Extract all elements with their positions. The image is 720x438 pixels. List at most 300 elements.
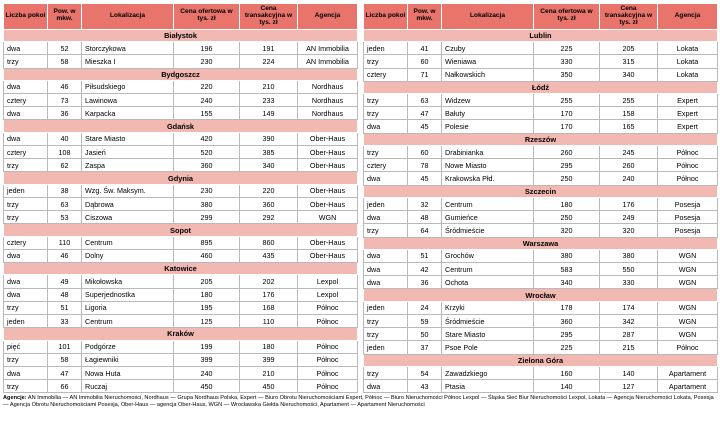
cell-area: 41 xyxy=(408,42,442,55)
cell-rooms: jeden xyxy=(364,197,408,210)
cell-area: 47 xyxy=(408,107,442,120)
city-header-row xyxy=(4,224,358,236)
cell-area: 45 xyxy=(408,120,442,133)
cell-area: 51 xyxy=(48,301,82,314)
city-header-row xyxy=(4,29,358,41)
table-row xyxy=(4,366,358,379)
city-header-row xyxy=(4,120,358,132)
cell-location: Nowe Miasto xyxy=(442,159,534,172)
city-header-row xyxy=(364,237,718,249)
cell-location: Wzg. Św. Maksym. xyxy=(82,184,174,197)
cell-transaction-price: 287 xyxy=(600,328,658,341)
city-name: Szczecin xyxy=(364,185,718,197)
cell-rooms: jeden xyxy=(4,184,48,197)
cell-transaction-price: 260 xyxy=(600,159,658,172)
cell-agency: WGN xyxy=(658,263,718,276)
cell-transaction-price: 860 xyxy=(240,236,298,249)
cell-rooms: trzy xyxy=(364,107,408,120)
cell-area: 54 xyxy=(408,366,442,379)
cell-location: Zawadzkiego xyxy=(442,366,534,379)
cell-location: Ptasia xyxy=(442,380,534,393)
cell-rooms: dwa xyxy=(4,80,48,93)
cell-location: Mieszka I xyxy=(82,55,174,68)
table-row xyxy=(4,159,358,172)
left-table-body xyxy=(4,29,358,393)
cell-asking-price: 380 xyxy=(534,249,600,262)
cell-rooms: trzy xyxy=(4,211,48,224)
table-row xyxy=(364,224,718,237)
cell-transaction-price: 176 xyxy=(600,197,658,210)
cell-location: Czuby xyxy=(442,42,534,55)
cell-location: Stare Miasto xyxy=(82,132,174,145)
cell-location: Drabinianka xyxy=(442,146,534,159)
cell-agency: Północ xyxy=(658,341,718,354)
cell-rooms: cztery xyxy=(364,68,408,81)
table-row xyxy=(364,159,718,172)
table-row xyxy=(4,353,358,366)
cell-location: Superjednostka xyxy=(82,288,174,301)
cell-area: 37 xyxy=(408,341,442,354)
cell-agency: Lokata xyxy=(658,68,718,81)
header-asking-price: Cena ofertowa w tys. zł xyxy=(174,4,240,30)
cell-agency: Północ xyxy=(298,366,358,379)
cell-rooms: dwa xyxy=(364,211,408,224)
header-area: Pow. w mkw. xyxy=(408,4,442,30)
cell-agency: Ober-Haus xyxy=(298,249,358,262)
cell-agency: AN Immobilia xyxy=(298,55,358,68)
cell-area: 62 xyxy=(48,159,82,172)
cell-agency: WGN xyxy=(658,276,718,289)
cell-location: Mikołowska xyxy=(82,275,174,288)
cell-agency: Północ xyxy=(658,172,718,185)
cell-rooms: dwa xyxy=(4,132,48,145)
table-row xyxy=(364,172,718,185)
cell-transaction-price: 174 xyxy=(600,301,658,314)
cell-transaction-price: 165 xyxy=(600,120,658,133)
cell-asking-price: 360 xyxy=(174,159,240,172)
cell-asking-price: 299 xyxy=(174,211,240,224)
table-row xyxy=(4,55,358,68)
cell-location: Dolny xyxy=(82,249,174,262)
agency-legend-text: AN Immobilia — AN Immobilia Nieruchomości, Nordhaus — Grupa Nordhaus Polska, Expert — Biuro Obrotu Nieruchomościami Expert, Północ — Biuro Nieruchomości Północ Lexpol — Śląska Sieć Biur Nieruchomości Lexpol, Lokata — Agencja Nieruchomości Lokata, Posesja — Agencja Obrotu Nieruchomościami Posesja, Ober-Haus — agencja Ober-Haus, WGN — Wrocławska Giełda Nieruchomości, Apartament — Apartament Nieruchomości xyxy=(3,395,714,409)
agency-legend xyxy=(3,395,717,409)
city-name: Sopot xyxy=(4,224,358,236)
table-row xyxy=(4,94,358,107)
city-header-row xyxy=(4,172,358,184)
cell-rooms: dwa xyxy=(4,288,48,301)
cell-asking-price: 225 xyxy=(534,341,600,354)
city-name: Kraków xyxy=(4,328,358,340)
table-row xyxy=(4,380,358,393)
cell-area: 64 xyxy=(408,224,442,237)
cell-location: Ochota xyxy=(442,276,534,289)
cell-transaction-price: 390 xyxy=(240,132,298,145)
cell-location: Ligoria xyxy=(82,301,174,314)
cell-area: 48 xyxy=(408,211,442,224)
header-agency: Agencja xyxy=(658,4,718,30)
cell-rooms: jeden xyxy=(364,341,408,354)
cell-agency: Nordhaus xyxy=(298,107,358,120)
cell-area: 46 xyxy=(48,80,82,93)
cell-rooms: dwa xyxy=(364,380,408,393)
cell-transaction-price: 249 xyxy=(600,211,658,224)
table-row xyxy=(364,120,718,133)
cell-transaction-price: 176 xyxy=(240,288,298,301)
cell-transaction-price: 110 xyxy=(240,315,298,328)
cell-transaction-price: 168 xyxy=(240,301,298,314)
cell-transaction-price: 315 xyxy=(600,55,658,68)
cell-agency: WGN xyxy=(298,211,358,224)
table-row xyxy=(364,107,718,120)
cell-location: Podgórze xyxy=(82,340,174,353)
cell-rooms: trzy xyxy=(364,328,408,341)
cell-agency: Ober-Haus xyxy=(298,146,358,159)
cell-rooms: dwa xyxy=(4,275,48,288)
city-header-row xyxy=(4,263,358,275)
cell-transaction-price: 292 xyxy=(240,211,298,224)
cell-asking-price: 260 xyxy=(534,146,600,159)
table-row xyxy=(364,380,718,393)
cell-transaction-price: 385 xyxy=(240,146,298,159)
table-row xyxy=(364,263,718,276)
cell-location: Gumieńce xyxy=(442,211,534,224)
cell-area: 110 xyxy=(48,236,82,249)
cell-asking-price: 330 xyxy=(534,55,600,68)
cell-transaction-price: 210 xyxy=(240,366,298,379)
cell-agency: Posesja xyxy=(658,224,718,237)
cell-agency: Północ xyxy=(298,315,358,328)
cell-area: 33 xyxy=(48,315,82,328)
cell-agency: Północ xyxy=(658,146,718,159)
city-name: Wrocław xyxy=(364,289,718,301)
cell-location: Jasień xyxy=(82,146,174,159)
cell-asking-price: 520 xyxy=(174,146,240,159)
table-row xyxy=(364,366,718,379)
cell-asking-price: 895 xyxy=(174,236,240,249)
table-row xyxy=(364,197,718,210)
cell-location: Polesie xyxy=(442,120,534,133)
cell-area: 59 xyxy=(408,315,442,328)
header-rooms: Liczba pokoi xyxy=(364,4,408,30)
cell-agency: Expert xyxy=(658,107,718,120)
cell-transaction-price: 191 xyxy=(240,42,298,55)
cell-rooms: trzy xyxy=(4,159,48,172)
header-agency: Agencja xyxy=(298,4,358,30)
table-row xyxy=(364,249,718,262)
cell-rooms: dwa xyxy=(4,249,48,262)
cell-rooms: trzy xyxy=(364,55,408,68)
city-name: Białystok xyxy=(4,29,358,41)
cell-transaction-price: 399 xyxy=(240,353,298,366)
cell-area: 78 xyxy=(408,159,442,172)
table-row xyxy=(364,276,718,289)
cell-asking-price: 160 xyxy=(534,366,600,379)
cell-rooms: trzy xyxy=(364,315,408,328)
cell-agency: AN Immobilia xyxy=(298,42,358,55)
agency-legend-label: Agencje: xyxy=(3,395,27,402)
header-transaction-price: Cena transakcyjna w tys. zł xyxy=(240,4,298,30)
table-row xyxy=(364,315,718,328)
cell-location: Krakowska Płd. xyxy=(442,172,534,185)
cell-location: Nowa Huta xyxy=(82,366,174,379)
cell-asking-price: 170 xyxy=(534,107,600,120)
cell-location: Centrum xyxy=(442,263,534,276)
cell-asking-price: 125 xyxy=(174,315,240,328)
cell-area: 73 xyxy=(48,94,82,107)
city-header-row xyxy=(364,185,718,197)
table-row xyxy=(4,288,358,301)
cell-asking-price: 295 xyxy=(534,159,600,172)
cell-rooms: jeden xyxy=(4,315,48,328)
cell-transaction-price: 330 xyxy=(600,276,658,289)
cell-transaction-price: 140 xyxy=(600,366,658,379)
cell-location: Zaspa xyxy=(82,159,174,172)
header-location: Lokalizacja xyxy=(442,4,534,30)
cell-location: Stare Miasto xyxy=(442,328,534,341)
cell-area: 36 xyxy=(408,276,442,289)
cell-area: 48 xyxy=(48,288,82,301)
header-rooms: Liczba pokoi xyxy=(4,4,48,30)
cell-location: Karpacka xyxy=(82,107,174,120)
header-location: Lokalizacja xyxy=(82,4,174,30)
cell-area: 71 xyxy=(408,68,442,81)
two-column-layout xyxy=(3,3,717,393)
cell-asking-price: 450 xyxy=(174,380,240,393)
cell-agency: Posesja xyxy=(658,211,718,224)
cell-transaction-price: 220 xyxy=(240,184,298,197)
cell-transaction-price: 202 xyxy=(240,275,298,288)
cell-location: Storczykowa xyxy=(82,42,174,55)
cell-transaction-price: 180 xyxy=(240,340,298,353)
city-header-row xyxy=(364,133,718,145)
cell-area: 52 xyxy=(48,42,82,55)
cell-area: 38 xyxy=(48,184,82,197)
cell-rooms: dwa xyxy=(364,276,408,289)
cell-transaction-price: 550 xyxy=(600,263,658,276)
cell-location: Ciszowa xyxy=(82,211,174,224)
table-row xyxy=(4,132,358,145)
city-header-row xyxy=(4,328,358,340)
cell-asking-price: 230 xyxy=(174,184,240,197)
table-row xyxy=(4,107,358,120)
cell-rooms: trzy xyxy=(4,197,48,210)
cell-asking-price: 199 xyxy=(174,340,240,353)
cell-agency: Ober-Haus xyxy=(298,197,358,210)
cell-agency: Ober-Haus xyxy=(298,184,358,197)
cell-rooms: dwa xyxy=(4,42,48,55)
cell-asking-price: 178 xyxy=(534,301,600,314)
table-row xyxy=(364,328,718,341)
cell-asking-price: 295 xyxy=(534,328,600,341)
cell-area: 63 xyxy=(408,94,442,107)
cell-location: Piłsudskiego xyxy=(82,80,174,93)
cell-asking-price: 255 xyxy=(534,94,600,107)
city-name: Gdynia xyxy=(4,172,358,184)
cell-area: 58 xyxy=(48,353,82,366)
cell-location: Bałuty xyxy=(442,107,534,120)
cell-asking-price: 583 xyxy=(534,263,600,276)
cell-agency: Lexpol xyxy=(298,275,358,288)
cell-rooms: cztery xyxy=(4,94,48,107)
cell-asking-price: 460 xyxy=(174,249,240,262)
cell-agency: Posesja xyxy=(658,197,718,210)
table-row xyxy=(4,211,358,224)
cell-location: Śródmieście xyxy=(442,224,534,237)
right-table-header xyxy=(364,4,718,30)
cell-agency: WGN xyxy=(658,301,718,314)
city-header-row xyxy=(364,289,718,301)
table-row xyxy=(364,42,718,55)
table-row xyxy=(4,80,358,93)
cell-agency: Lokata xyxy=(658,55,718,68)
cell-asking-price: 380 xyxy=(174,197,240,210)
cell-rooms: trzy xyxy=(4,353,48,366)
city-name: Lublin xyxy=(364,29,718,41)
cell-location: Lawinowa xyxy=(82,94,174,107)
cell-transaction-price: 224 xyxy=(240,55,298,68)
cell-transaction-price: 245 xyxy=(600,146,658,159)
header-area: Pow. w mkw. xyxy=(48,4,82,30)
cell-asking-price: 155 xyxy=(174,107,240,120)
cell-location: Widzew xyxy=(442,94,534,107)
right-price-table xyxy=(363,3,718,393)
cell-location: Śródmieście xyxy=(442,315,534,328)
cell-area: 60 xyxy=(408,146,442,159)
cell-transaction-price: 340 xyxy=(240,159,298,172)
table-row xyxy=(4,236,358,249)
cell-transaction-price: 450 xyxy=(240,380,298,393)
city-name: Bydgoszcz xyxy=(4,68,358,80)
cell-area: 43 xyxy=(408,380,442,393)
city-header-row xyxy=(4,68,358,80)
cell-asking-price: 360 xyxy=(534,315,600,328)
cell-agency: Apartament xyxy=(658,380,718,393)
cell-agency: Ober-Haus xyxy=(298,236,358,249)
cell-rooms: dwa xyxy=(4,107,48,120)
cell-asking-price: 140 xyxy=(534,380,600,393)
cell-rooms: trzy xyxy=(364,94,408,107)
cell-location: Psoe Pole xyxy=(442,341,534,354)
cell-location: Ruczaj xyxy=(82,380,174,393)
cell-asking-price: 420 xyxy=(174,132,240,145)
cell-asking-price: 225 xyxy=(534,42,600,55)
city-name: Łódź xyxy=(364,81,718,93)
city-name: Rzeszów xyxy=(364,133,718,145)
header-transaction-price: Cena transakcyjna w tys. zł xyxy=(600,4,658,30)
header-asking-price: Cena ofertowa w tys. zł xyxy=(534,4,600,30)
left-column xyxy=(3,3,357,393)
cell-location: Krzyki xyxy=(442,301,534,314)
table-row xyxy=(4,249,358,262)
cell-rooms: trzy xyxy=(364,224,408,237)
cell-location: Centrum xyxy=(82,315,174,328)
cell-transaction-price: 320 xyxy=(600,224,658,237)
cell-rooms: dwa xyxy=(364,120,408,133)
cell-rooms: jeden xyxy=(364,301,408,314)
cell-area: 51 xyxy=(408,249,442,262)
table-row xyxy=(4,184,358,197)
cell-transaction-price: 342 xyxy=(600,315,658,328)
cell-area: 66 xyxy=(48,380,82,393)
cell-asking-price: 180 xyxy=(534,197,600,210)
cell-asking-price: 240 xyxy=(174,366,240,379)
cell-area: 40 xyxy=(48,132,82,145)
cell-transaction-price: 360 xyxy=(240,197,298,210)
cell-asking-price: 250 xyxy=(534,211,600,224)
cell-location: Wieniawa xyxy=(442,55,534,68)
cell-location: Grochów xyxy=(442,249,534,262)
cell-location: Centrum xyxy=(82,236,174,249)
cell-rooms: pięć xyxy=(4,340,48,353)
cell-asking-price: 350 xyxy=(534,68,600,81)
cell-area: 60 xyxy=(408,55,442,68)
cell-area: 46 xyxy=(48,249,82,262)
cell-transaction-price: 435 xyxy=(240,249,298,262)
cell-location: Dąbrowa xyxy=(82,197,174,210)
cell-transaction-price: 215 xyxy=(600,341,658,354)
cell-area: 58 xyxy=(48,55,82,68)
cell-agency: Północ xyxy=(298,380,358,393)
right-table-body xyxy=(364,29,718,393)
table-row xyxy=(4,146,358,159)
cell-area: 45 xyxy=(408,172,442,185)
cell-area: 24 xyxy=(408,301,442,314)
cell-area: 49 xyxy=(48,275,82,288)
cell-rooms: trzy xyxy=(364,146,408,159)
city-header-row xyxy=(364,29,718,41)
cell-rooms: trzy xyxy=(4,55,48,68)
cell-asking-price: 230 xyxy=(174,55,240,68)
cell-area: 63 xyxy=(48,197,82,210)
cell-rooms: cztery xyxy=(4,146,48,159)
cell-location: Łagiewniki xyxy=(82,353,174,366)
cell-agency: WGN xyxy=(658,249,718,262)
table-row xyxy=(4,197,358,210)
cell-asking-price: 250 xyxy=(534,172,600,185)
cell-agency: Nordhaus xyxy=(298,80,358,93)
cell-agency: Północ xyxy=(298,353,358,366)
cell-rooms: dwa xyxy=(364,263,408,276)
city-header-row xyxy=(364,354,718,366)
cell-asking-price: 220 xyxy=(174,80,240,93)
cell-location: Nałkowskich xyxy=(442,68,534,81)
cell-transaction-price: 240 xyxy=(600,172,658,185)
cell-rooms: trzy xyxy=(364,366,408,379)
cell-transaction-price: 380 xyxy=(600,249,658,262)
city-name: Zielona Góra xyxy=(364,354,718,366)
left-table-header xyxy=(4,4,358,30)
cell-area: 47 xyxy=(48,366,82,379)
cell-agency: Północ xyxy=(298,301,358,314)
cell-asking-price: 340 xyxy=(534,276,600,289)
table-row xyxy=(364,146,718,159)
cell-agency: Północ xyxy=(298,340,358,353)
cell-asking-price: 180 xyxy=(174,288,240,301)
cell-agency: Lokata xyxy=(658,42,718,55)
table-row xyxy=(364,55,718,68)
table-row xyxy=(364,94,718,107)
cell-transaction-price: 210 xyxy=(240,80,298,93)
cell-transaction-price: 127 xyxy=(600,380,658,393)
cell-transaction-price: 340 xyxy=(600,68,658,81)
cell-agency: Lexpol xyxy=(298,288,358,301)
cell-agency: Apartament xyxy=(658,366,718,379)
cell-agency: Expert xyxy=(658,120,718,133)
cell-agency: WGN xyxy=(658,315,718,328)
cell-area: 101 xyxy=(48,340,82,353)
table-row xyxy=(364,211,718,224)
cell-rooms: trzy xyxy=(4,301,48,314)
